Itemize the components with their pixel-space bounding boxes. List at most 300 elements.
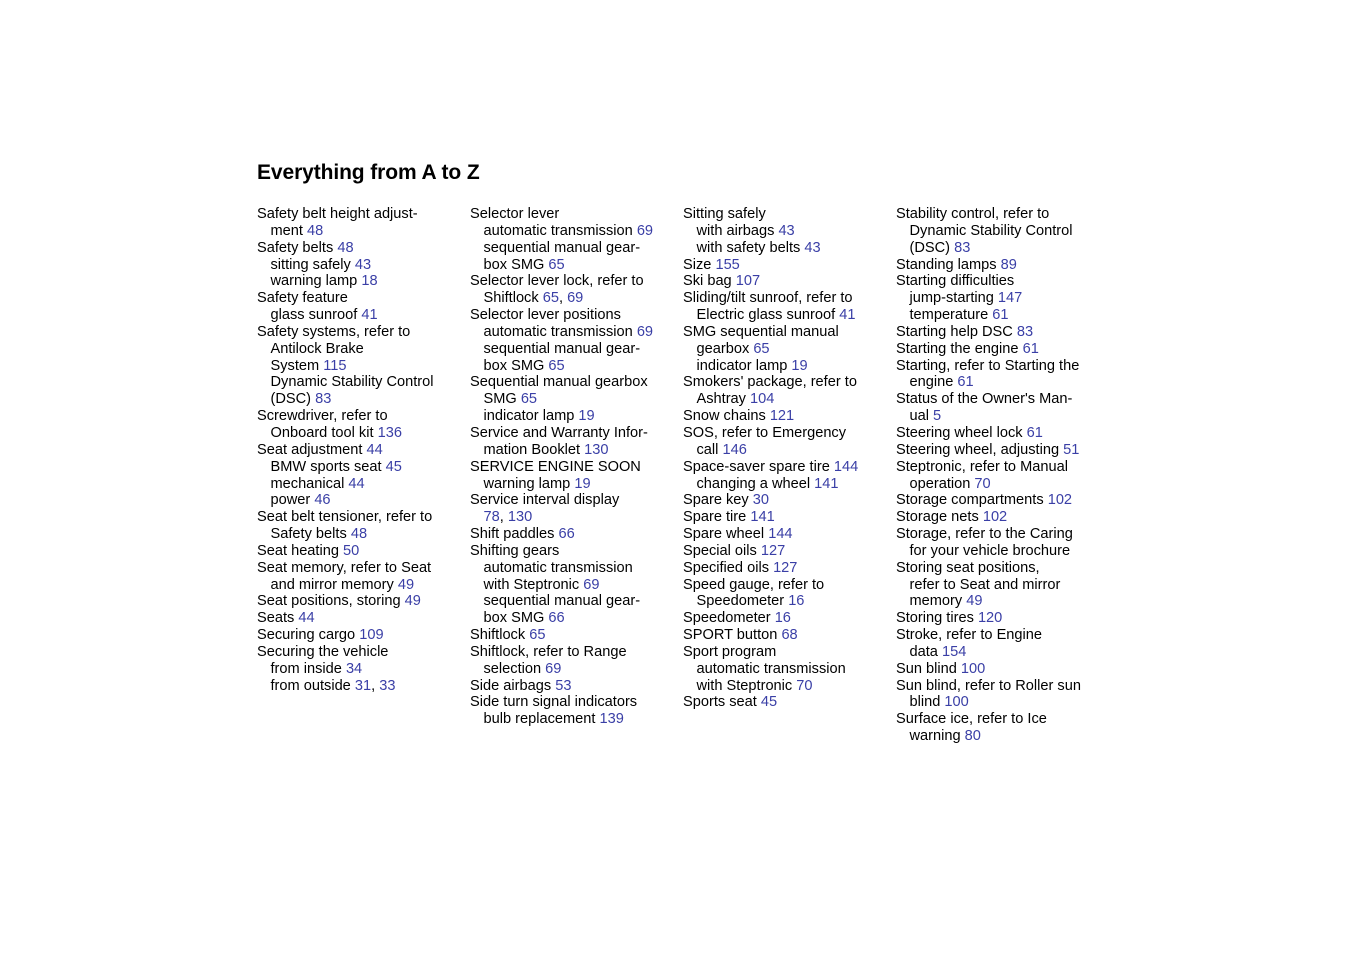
index-subentry: [896, 644, 1106, 661]
index-term: changing a wheel: [696, 475, 811, 492]
index-term: Screwdriver, refer to: [257, 408, 388, 425]
index-term: Safety feature: [257, 290, 348, 307]
index-term: Safety systems, refer to: [257, 323, 411, 340]
index-term: Safety belts: [257, 239, 334, 256]
index-term: Spare tire: [683, 509, 747, 526]
index-term: Stroke, refer to Engine: [896, 627, 1043, 644]
index-subentry: [683, 593, 893, 610]
index-subentry: [683, 391, 893, 408]
page-link[interactable]: 70: [796, 677, 813, 694]
page-link[interactable]: 48: [350, 526, 368, 543]
index-entry: [257, 543, 467, 560]
index-entry: [470, 374, 680, 391]
index-entry: [257, 240, 467, 257]
index-entry: [470, 644, 680, 661]
index-subentry: [683, 341, 893, 358]
index-term: selection: [483, 660, 542, 677]
index-entry: [683, 408, 893, 425]
index-term: Shiftlock: [483, 290, 539, 307]
index-term: Safety belts: [270, 526, 347, 543]
page-link[interactable]: 61: [957, 374, 974, 391]
index-subentry: [896, 408, 1106, 425]
page-link[interactable]: 144: [768, 526, 793, 543]
page-link[interactable]: 65: [548, 357, 565, 374]
index-term: Electric glass sunroof: [696, 307, 836, 324]
index-term: sitting safely: [270, 256, 351, 273]
page-link[interactable]: 147: [997, 290, 1023, 307]
page-link[interactable]: 127: [773, 559, 798, 576]
index-entry: [896, 661, 1106, 678]
index-column-2: [470, 206, 680, 728]
page-link[interactable]: 83: [954, 239, 971, 256]
index-entry: [683, 543, 893, 560]
page-link[interactable]: 48: [307, 222, 324, 239]
page-link[interactable]: 49: [966, 593, 983, 610]
index-entry: [257, 324, 467, 341]
index-entry: [257, 206, 467, 223]
index-term: Steering wheel, adjusting: [896, 441, 1060, 458]
index-entry: [470, 492, 680, 509]
page-link[interactable]: 61: [1022, 340, 1039, 357]
index-entry: [896, 341, 1106, 358]
index-entry: [257, 627, 467, 644]
page-link[interactable]: 66: [548, 610, 565, 627]
index-term: jump-starting: [909, 290, 994, 307]
page-link[interactable]: 65: [542, 290, 559, 307]
index-subentry: [470, 341, 680, 358]
index-subentry: [683, 307, 893, 324]
index-term: automatic transmission: [483, 559, 633, 576]
index-subentry: [896, 290, 1106, 307]
index-term: Shifting gears: [470, 542, 560, 559]
index-term: Dynamic Stability Control: [909, 222, 1073, 239]
index-subentry: [896, 240, 1106, 257]
index-term: Space-saver spare tire: [683, 458, 830, 475]
index-term: from inside: [270, 660, 342, 677]
page-link[interactable]: 34: [345, 660, 363, 677]
index-term: sequential manual gear-: [483, 593, 641, 610]
index-entry: [896, 358, 1106, 375]
index-term: Steering wheel lock: [896, 424, 1023, 441]
index-subentry: [470, 577, 680, 594]
index-entry: [683, 627, 893, 644]
index-term: Stability control, refer to: [896, 206, 1050, 222]
index-subentry: [257, 273, 467, 290]
page-link[interactable]: 70: [974, 475, 991, 492]
page-link[interactable]: 104: [750, 391, 775, 408]
index-term: with Steptronic: [696, 677, 793, 694]
page-link[interactable]: 49: [404, 593, 421, 610]
index-entry: [896, 678, 1106, 695]
page-link[interactable]: 61: [1026, 424, 1043, 441]
index-term: with Steptronic: [483, 576, 580, 593]
index-term: data: [909, 643, 938, 660]
index-term: indicator lamp: [483, 408, 575, 425]
page-link[interactable]: 139: [599, 711, 624, 728]
index-term: Smokers' package, refer to: [683, 374, 857, 391]
page-link[interactable]: 115: [323, 357, 347, 374]
index-term: sequential manual gear-: [483, 340, 641, 357]
index-entry: [257, 644, 467, 661]
index-subentry: [896, 593, 1106, 610]
index-subentry: [257, 526, 467, 543]
index-term: Safety belt height adjust-: [257, 206, 418, 222]
index-term: Selector lever positions: [470, 307, 621, 324]
index-entry: [896, 273, 1106, 290]
index-entry: [683, 509, 893, 526]
index-term: (DSC): [270, 391, 312, 408]
index-subentry: [257, 341, 467, 358]
index-term: Side airbags: [470, 677, 552, 694]
index-subentry: [896, 577, 1106, 594]
index-subentry: [257, 223, 467, 240]
index-subentry: [470, 711, 680, 728]
page-link[interactable]: 69: [545, 660, 562, 677]
index-term: SERVICE ENGINE SOON: [470, 458, 641, 475]
page-link[interactable]: 19: [791, 357, 808, 374]
index-subentry: 78, 130: [483, 509, 533, 526]
page-link[interactable]: 43: [804, 239, 821, 256]
index-entry: [896, 492, 1106, 509]
index-subentry: [257, 661, 467, 678]
index-term: temperature: [909, 307, 989, 324]
page-link[interactable]: 19: [578, 408, 595, 425]
page-link[interactable]: 127: [760, 542, 786, 559]
page-link[interactable]: 68: [781, 627, 798, 644]
page-link[interactable]: 43: [778, 222, 795, 239]
page-link[interactable]: 49: [397, 576, 415, 593]
page-link[interactable]: 155: [715, 256, 740, 273]
page-link[interactable]: 100: [960, 660, 986, 677]
index-subentry: [470, 324, 680, 341]
index-term: box SMG: [483, 256, 545, 273]
index-term: warning lamp: [270, 273, 358, 290]
index-entry: [683, 324, 893, 341]
page-link[interactable]: 30: [752, 492, 770, 509]
index-entry: [257, 442, 467, 459]
index-entry: [683, 459, 893, 476]
index-term: Selector lever lock, refer to: [470, 273, 644, 290]
index-term: Size: [683, 256, 712, 273]
page-link[interactable]: 109: [359, 627, 384, 644]
index-entry: [683, 374, 893, 391]
page-link[interactable]: 130: [507, 509, 533, 526]
index-term: Surface ice, refer to Ice: [896, 711, 1047, 728]
index-term: and mirror memory: [270, 576, 394, 593]
index-entry: [683, 560, 893, 577]
index-term: Ski bag: [683, 273, 732, 290]
index-term: Securing the vehicle: [257, 643, 389, 660]
index-entry: [470, 543, 680, 560]
index-entry: [896, 442, 1106, 459]
index-entry: [470, 526, 680, 543]
index-term: automatic transmission: [483, 323, 633, 340]
index-term: BMW sports seat: [270, 458, 382, 475]
index-entry: [683, 273, 893, 290]
page-link[interactable]: 44: [298, 610, 315, 627]
index-term: Service interval display: [470, 492, 620, 509]
index-subentry: [257, 358, 467, 375]
index-subentry: [470, 593, 680, 610]
index-subentry: [257, 459, 467, 476]
index-term: Seat adjustment: [257, 441, 363, 458]
index-term: Starting, refer to Starting the: [896, 357, 1080, 374]
index-term: Sitting safely: [683, 206, 766, 222]
index-entry: [896, 560, 1106, 577]
index-entry: [683, 610, 893, 627]
index-term: blind: [909, 694, 941, 711]
index-term: Status of the Owner's Man-: [896, 391, 1073, 408]
index-subentry: [470, 257, 680, 274]
index-term: Selector lever: [470, 206, 560, 222]
page-link[interactable]: 50: [343, 542, 360, 559]
index-entry: [257, 593, 467, 610]
page-link[interactable]: 65: [520, 391, 538, 408]
page-link[interactable]: 69: [583, 576, 600, 593]
page-link[interactable]: 33: [379, 677, 396, 694]
index-subentry: [470, 358, 680, 375]
index-term: Side turn signal indicators: [470, 694, 638, 711]
page-link[interactable]: 65: [753, 340, 770, 357]
index-subentry: [470, 442, 680, 459]
index-entry: [896, 391, 1106, 408]
index-term: refer to Seat and mirror: [909, 576, 1061, 593]
index-term: Steptronic, refer to Manual: [896, 458, 1068, 475]
index-subentry: [683, 476, 893, 493]
index-subentry: [470, 661, 680, 678]
index-term: for your vehicle brochure: [909, 542, 1071, 559]
page-link[interactable]: 19: [574, 475, 591, 492]
index-entry: [896, 509, 1106, 526]
index-subentry: [896, 307, 1106, 324]
index-entry: [896, 610, 1106, 627]
index-entry: [896, 206, 1106, 223]
page-link[interactable]: 66: [558, 526, 575, 543]
index-term: Ashtray: [696, 391, 746, 408]
index-term: Shift paddles: [470, 526, 555, 543]
index-term: Snow chains: [683, 408, 766, 425]
index-term: Special oils: [683, 542, 757, 559]
index-term: Sport program: [683, 643, 777, 660]
index-term: Storage compartments: [896, 492, 1044, 509]
index-subentry: [257, 492, 467, 509]
index-term: glass sunroof: [270, 307, 358, 324]
index-term: Storage, refer to the Caring: [896, 526, 1073, 543]
index-term: Seat heating: [257, 542, 339, 559]
index-term: Seat belt tensioner, refer to: [257, 509, 433, 526]
page-link[interactable]: 83: [315, 391, 332, 408]
index-subentry: [896, 728, 1106, 745]
index-term: box SMG: [483, 610, 545, 627]
index-entry: [470, 307, 680, 324]
index-term: automatic transmission: [696, 660, 846, 677]
index-term: (DSC): [909, 239, 951, 256]
index-column-3: [683, 206, 893, 711]
page-link[interactable]: 61: [992, 307, 1009, 324]
index-term: Starting help DSC: [896, 323, 1013, 340]
index-entry: [896, 627, 1106, 644]
index-entry: [470, 694, 680, 711]
index-term: Seats: [257, 610, 295, 627]
index-term: Starting difficulties: [896, 273, 1015, 290]
index-entry: [683, 577, 893, 594]
index-subentry: [896, 694, 1106, 711]
page-link[interactable]: 41: [361, 307, 378, 324]
index-term: Sports seat: [683, 694, 757, 711]
page-link[interactable]: 102: [1047, 492, 1073, 509]
index-entry: [683, 644, 893, 661]
page-link[interactable]: 130: [584, 441, 609, 458]
index-subentry: [470, 560, 680, 577]
index-entry: [896, 711, 1106, 728]
page-link[interactable]: 46: [314, 492, 331, 509]
page-link[interactable]: 45: [385, 458, 402, 475]
index-term: from outside: [270, 677, 351, 694]
index-subentry: [896, 374, 1106, 391]
index-subentry: [683, 358, 893, 375]
index-subentry: [470, 391, 680, 408]
index-term: box SMG: [483, 357, 545, 374]
index-term: Standing lamps: [896, 256, 997, 273]
page-link[interactable]: 80: [964, 728, 981, 745]
page-link[interactable]: 48: [337, 239, 354, 256]
page-link[interactable]: 45: [760, 694, 778, 711]
index-term: SOS, refer to Emergency: [683, 424, 847, 441]
index-entry: [470, 627, 680, 644]
page-link[interactable]: 16: [788, 593, 805, 610]
index-term: with safety belts: [696, 239, 801, 256]
index-term: mation Booklet: [483, 441, 581, 458]
index-term: Service and Warranty Infor-: [470, 424, 648, 441]
index-entry: [896, 425, 1106, 442]
index-term: memory: [909, 593, 963, 610]
page-link[interactable]: 69: [636, 222, 654, 239]
page-link[interactable]: 16: [774, 610, 791, 627]
page-link[interactable]: 65: [548, 256, 565, 273]
index-column-1: [257, 206, 467, 694]
index-subentry: [257, 577, 467, 594]
page-link[interactable]: 89: [1000, 256, 1017, 273]
page-link[interactable]: 144: [833, 458, 859, 475]
page-link[interactable]: 69: [636, 323, 654, 340]
index-entry: [896, 526, 1106, 543]
page-link[interactable]: 51: [1063, 441, 1080, 458]
page-link[interactable]: 18: [361, 273, 378, 290]
page-link[interactable]: 136: [377, 424, 402, 441]
index-term: Storing tires: [896, 610, 974, 627]
index-subentry: [896, 223, 1106, 240]
index-entry: [896, 459, 1106, 476]
page-link[interactable]: 78: [483, 509, 500, 526]
index-entry: [896, 324, 1106, 341]
index-column-4: [896, 206, 1106, 745]
index-subentry: [470, 223, 680, 240]
page-link[interactable]: 44: [366, 441, 383, 458]
index-subentry: [683, 442, 893, 459]
index-term: Dynamic Stability Control: [270, 374, 434, 391]
page-link[interactable]: 65: [529, 627, 546, 644]
page-link[interactable]: 53: [555, 677, 572, 694]
index-term: Securing cargo: [257, 627, 356, 644]
index-entry: [470, 459, 680, 476]
page-link[interactable]: 69: [567, 290, 584, 307]
page-link[interactable]: 43: [354, 256, 372, 273]
index-term: ual: [909, 408, 929, 425]
index-entry: [683, 257, 893, 274]
index-term: ment: [270, 222, 303, 239]
index-term: warning: [909, 728, 961, 745]
page-link[interactable]: 5: [933, 408, 942, 425]
index-entry: [470, 273, 680, 290]
index-subentry: [896, 476, 1106, 493]
index-term: Specified oils: [683, 559, 769, 576]
index-entry: [683, 290, 893, 307]
index-subentry: [896, 543, 1106, 560]
index-subentry: [683, 661, 893, 678]
index-term: Spare key: [683, 492, 749, 509]
index-term: Sun blind, refer to Roller sun: [896, 677, 1081, 694]
index-subentry: Shiftlock 65, 69: [483, 290, 584, 307]
index-entry: [470, 678, 680, 695]
index-term: gearbox: [696, 340, 750, 357]
index-entry: [683, 694, 893, 711]
index-term: SMG sequential manual: [683, 323, 839, 340]
page-link[interactable]: 102: [982, 509, 1008, 526]
index-subentry: from outside 31, 33: [270, 677, 396, 694]
index-term: Spare wheel: [683, 526, 765, 543]
index-term: power: [270, 492, 311, 509]
index-term: bulb replacement: [483, 711, 596, 728]
index-subentry: [257, 391, 467, 408]
index-term: Starting the engine: [896, 340, 1019, 357]
index-term: Storing seat positions,: [896, 559, 1040, 576]
page-link[interactable]: 141: [814, 475, 839, 492]
index-subentry: [257, 425, 467, 442]
page-link[interactable]: 41: [839, 307, 856, 324]
page-link[interactable]: 31: [354, 677, 372, 694]
index-term: SPORT button: [683, 627, 778, 644]
index-term: Shiftlock: [470, 627, 526, 644]
index-entry: [257, 408, 467, 425]
index-entry: [896, 257, 1106, 274]
index-subentry: [470, 610, 680, 627]
page-link[interactable]: 83: [1016, 323, 1034, 340]
page-link[interactable]: 107: [735, 273, 761, 290]
page-link[interactable]: 120: [977, 610, 1003, 627]
index-term: warning lamp: [483, 475, 571, 492]
page-link[interactable]: 100: [944, 694, 969, 711]
page-link[interactable]: 154: [941, 643, 967, 660]
index-term: Speed gauge, refer to: [683, 576, 825, 593]
page-link[interactable]: 141: [750, 509, 775, 526]
index-term: SMG: [483, 391, 517, 408]
index-entry: [257, 560, 467, 577]
index-term: Speedometer: [696, 593, 785, 610]
page-link[interactable]: 146: [722, 441, 747, 458]
index-term: Sliding/tilt sunroof, refer to: [683, 290, 853, 307]
index-subentry: [470, 240, 680, 257]
index-term: Sun blind: [896, 660, 957, 677]
index-term: engine: [909, 374, 954, 391]
index-term: Seat positions, storing: [257, 593, 401, 610]
index-subentry: [683, 678, 893, 695]
page-link[interactable]: 44: [348, 475, 365, 492]
page-link[interactable]: 121: [769, 408, 795, 425]
index-term: mechanical: [270, 475, 345, 492]
index-term: Speedometer: [683, 610, 771, 627]
index-subentry: [470, 408, 680, 425]
index-entry: [683, 526, 893, 543]
